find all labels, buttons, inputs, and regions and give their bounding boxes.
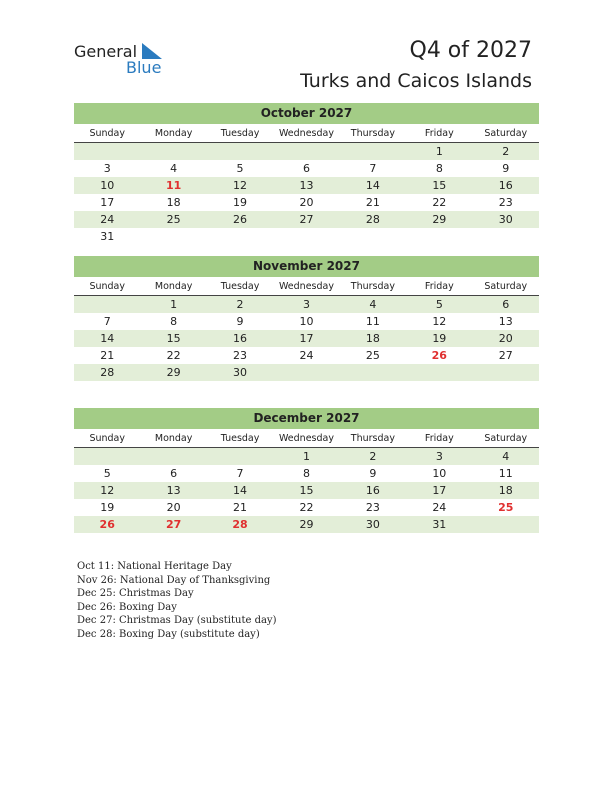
day-cell: 27 xyxy=(498,349,513,362)
day-cell: 21 xyxy=(365,196,380,209)
day-cell: 18 xyxy=(365,332,380,345)
week-row xyxy=(74,499,539,516)
empty-day-cell xyxy=(340,228,406,245)
day-cell: 8 xyxy=(435,162,443,175)
holiday-day-cell: 26 xyxy=(99,518,115,531)
week-row xyxy=(74,330,539,347)
day-cell: 19 xyxy=(432,332,447,345)
day-cell: 2 xyxy=(236,298,244,311)
empty-day-cell xyxy=(406,364,472,381)
weekday-label: Friday xyxy=(424,128,454,139)
day-cell: 11 xyxy=(365,315,380,328)
logo-text-general: General xyxy=(74,42,138,61)
weekday-label: Sunday xyxy=(89,128,125,139)
day-cell: 13 xyxy=(299,179,314,192)
day-cell: 4 xyxy=(170,162,178,175)
month-header: November 2027 xyxy=(74,256,539,277)
day-cell: 4 xyxy=(369,298,377,311)
day-cell: 16 xyxy=(233,332,248,345)
week-row xyxy=(74,313,539,330)
day-cell: 4 xyxy=(502,450,510,463)
day-cell: 16 xyxy=(365,484,380,497)
weekday-label: Tuesday xyxy=(220,128,260,139)
day-cell: 18 xyxy=(498,484,513,497)
day-cell: 15 xyxy=(166,332,181,345)
holiday-day-cell: 25 xyxy=(498,501,514,514)
day-cell: 2 xyxy=(369,450,377,463)
day-cell: 29 xyxy=(432,213,447,226)
empty-day-cell xyxy=(273,364,339,381)
weekday-label: Tuesday xyxy=(220,281,260,292)
empty-day-cell xyxy=(340,364,406,381)
empty-day-cell xyxy=(140,143,206,160)
week-row xyxy=(74,296,539,313)
weekday-label: Friday xyxy=(424,433,454,444)
day-cell: 29 xyxy=(299,518,314,531)
day-cell: 22 xyxy=(299,501,314,514)
day-cell: 10 xyxy=(299,315,314,328)
week-row xyxy=(74,364,539,381)
week-row xyxy=(74,465,539,482)
logo-text-blue: Blue xyxy=(126,58,162,77)
day-cell: 6 xyxy=(302,162,310,175)
month-calendar-october xyxy=(74,103,539,245)
weekday-label: Thursday xyxy=(350,128,395,139)
empty-day-cell xyxy=(273,143,339,160)
day-cell: 9 xyxy=(236,315,244,328)
empty-day-cell xyxy=(207,228,273,245)
weekday-label: Monday xyxy=(154,281,193,292)
weekday-label: Saturday xyxy=(484,433,528,444)
day-cell: 3 xyxy=(103,162,111,175)
day-cell: 12 xyxy=(432,315,447,328)
day-cell: 21 xyxy=(100,349,115,362)
weekday-label: Wednesday xyxy=(278,281,334,292)
week-row xyxy=(74,516,539,533)
day-cell: 7 xyxy=(369,162,377,175)
day-cell: 24 xyxy=(100,213,115,226)
day-cell: 14 xyxy=(365,179,380,192)
month-header: October 2027 xyxy=(74,103,539,124)
holiday-note: Oct 11: National Heritage Day xyxy=(77,561,232,572)
day-cell: 25 xyxy=(166,213,181,226)
weekday-label: Monday xyxy=(154,433,193,444)
weekday-label: Saturday xyxy=(484,281,528,292)
day-cell: 28 xyxy=(100,366,115,379)
day-cell: 24 xyxy=(299,349,314,362)
holiday-note: Nov 26: National Day of Thanksgiving xyxy=(77,574,271,586)
weekday-label: Saturday xyxy=(484,128,528,139)
day-cell: 8 xyxy=(170,315,178,328)
page-title: Q4 of 2027 xyxy=(409,38,532,63)
day-cell: 7 xyxy=(236,467,244,480)
day-cell: 3 xyxy=(435,450,443,463)
week-row xyxy=(74,448,539,465)
month-header: December 2027 xyxy=(74,408,539,429)
day-cell: 17 xyxy=(432,484,447,497)
weekday-label: Thursday xyxy=(350,433,395,444)
day-cell: 6 xyxy=(502,298,510,311)
day-cell: 24 xyxy=(432,501,447,514)
day-cell: 3 xyxy=(302,298,310,311)
empty-day-cell xyxy=(74,296,140,313)
month-calendar-november xyxy=(74,256,539,381)
empty-day-cell xyxy=(140,448,206,465)
day-cell: 13 xyxy=(166,484,181,497)
day-cell: 14 xyxy=(100,332,115,345)
day-cell: 19 xyxy=(233,196,248,209)
day-cell: 30 xyxy=(498,213,513,226)
day-cell: 7 xyxy=(103,315,111,328)
day-cell: 10 xyxy=(100,179,115,192)
holiday-notes xyxy=(77,560,276,641)
day-cell: 22 xyxy=(166,349,181,362)
day-cell: 1 xyxy=(170,298,178,311)
empty-day-cell xyxy=(74,448,140,465)
week-row xyxy=(74,482,539,499)
weekday-header-row xyxy=(74,126,539,143)
logo xyxy=(74,42,174,78)
day-cell: 6 xyxy=(170,467,178,480)
weekday-label: Tuesday xyxy=(220,433,260,444)
weekday-label: Wednesday xyxy=(278,128,334,139)
day-cell: 9 xyxy=(369,467,377,480)
empty-day-cell xyxy=(473,228,539,245)
day-cell: 9 xyxy=(502,162,510,175)
day-cell: 18 xyxy=(166,196,181,209)
day-cell: 23 xyxy=(365,501,380,514)
holiday-day-cell: 11 xyxy=(165,179,182,192)
week-row xyxy=(74,177,539,194)
day-cell: 14 xyxy=(233,484,248,497)
weekday-label: Sunday xyxy=(89,281,125,292)
day-cell: 16 xyxy=(498,179,513,192)
holiday-note: Dec 26: Boxing Day xyxy=(77,601,177,613)
weekday-header-row xyxy=(74,431,539,448)
week-row xyxy=(74,160,539,177)
day-cell: 12 xyxy=(233,179,248,192)
day-cell: 15 xyxy=(432,179,447,192)
day-cell: 19 xyxy=(100,501,115,514)
holiday-note: Dec 27: Christmas Day (substitute day) xyxy=(77,615,277,626)
day-cell: 20 xyxy=(498,332,513,345)
day-cell: 5 xyxy=(236,162,244,175)
day-cell: 1 xyxy=(302,450,310,463)
weekday-label: Monday xyxy=(154,128,193,139)
empty-day-cell xyxy=(340,143,406,160)
day-cell: 1 xyxy=(435,145,443,158)
day-cell: 30 xyxy=(233,366,248,379)
empty-day-cell xyxy=(473,516,539,533)
day-cell: 5 xyxy=(435,298,443,311)
day-cell: 28 xyxy=(365,213,380,226)
day-cell: 31 xyxy=(432,518,447,531)
weekday-label: Wednesday xyxy=(278,433,334,444)
day-cell: 13 xyxy=(498,315,513,328)
logo-triangle-icon xyxy=(142,43,162,59)
day-cell: 10 xyxy=(432,467,447,480)
weekday-label: Sunday xyxy=(89,433,125,444)
empty-day-cell xyxy=(74,143,140,160)
empty-day-cell xyxy=(140,228,206,245)
day-cell: 21 xyxy=(233,501,248,514)
holiday-day-cell: 27 xyxy=(165,518,182,531)
week-row xyxy=(74,347,539,364)
day-cell: 8 xyxy=(302,467,310,480)
holiday-note: Dec 25: Christmas Day xyxy=(77,588,194,599)
holiday-note: Dec 28: Boxing Day (substitute day) xyxy=(77,628,260,640)
day-cell: 22 xyxy=(432,196,447,209)
holiday-day-cell: 28 xyxy=(232,518,248,531)
week-row xyxy=(74,194,539,211)
day-cell: 20 xyxy=(299,196,314,209)
weekday-label: Friday xyxy=(424,281,454,292)
day-cell: 31 xyxy=(100,230,115,243)
day-cell: 29 xyxy=(166,366,181,379)
empty-day-cell xyxy=(406,228,472,245)
day-cell: 11 xyxy=(498,467,513,480)
empty-day-cell xyxy=(207,143,273,160)
page-subtitle: Turks and Caicos Islands xyxy=(300,70,532,92)
month-calendar-december xyxy=(74,408,539,533)
day-cell: 23 xyxy=(233,349,248,362)
empty-day-cell xyxy=(473,364,539,381)
weekday-label: Thursday xyxy=(350,281,395,292)
weekday-header-row xyxy=(74,279,539,296)
day-cell: 26 xyxy=(233,213,248,226)
week-row xyxy=(74,228,539,245)
empty-day-cell xyxy=(207,448,273,465)
day-cell: 5 xyxy=(103,467,111,480)
day-cell: 15 xyxy=(299,484,314,497)
week-row xyxy=(74,143,539,160)
day-cell: 17 xyxy=(100,196,115,209)
day-cell: 23 xyxy=(498,196,513,209)
day-cell: 27 xyxy=(299,213,314,226)
day-cell: 25 xyxy=(365,349,380,362)
empty-day-cell xyxy=(273,228,339,245)
day-cell: 2 xyxy=(502,145,510,158)
holiday-day-cell: 26 xyxy=(431,349,447,362)
day-cell: 30 xyxy=(365,518,380,531)
day-cell: 20 xyxy=(166,501,181,514)
week-row xyxy=(74,211,539,228)
day-cell: 12 xyxy=(100,484,115,497)
day-cell: 17 xyxy=(299,332,314,345)
